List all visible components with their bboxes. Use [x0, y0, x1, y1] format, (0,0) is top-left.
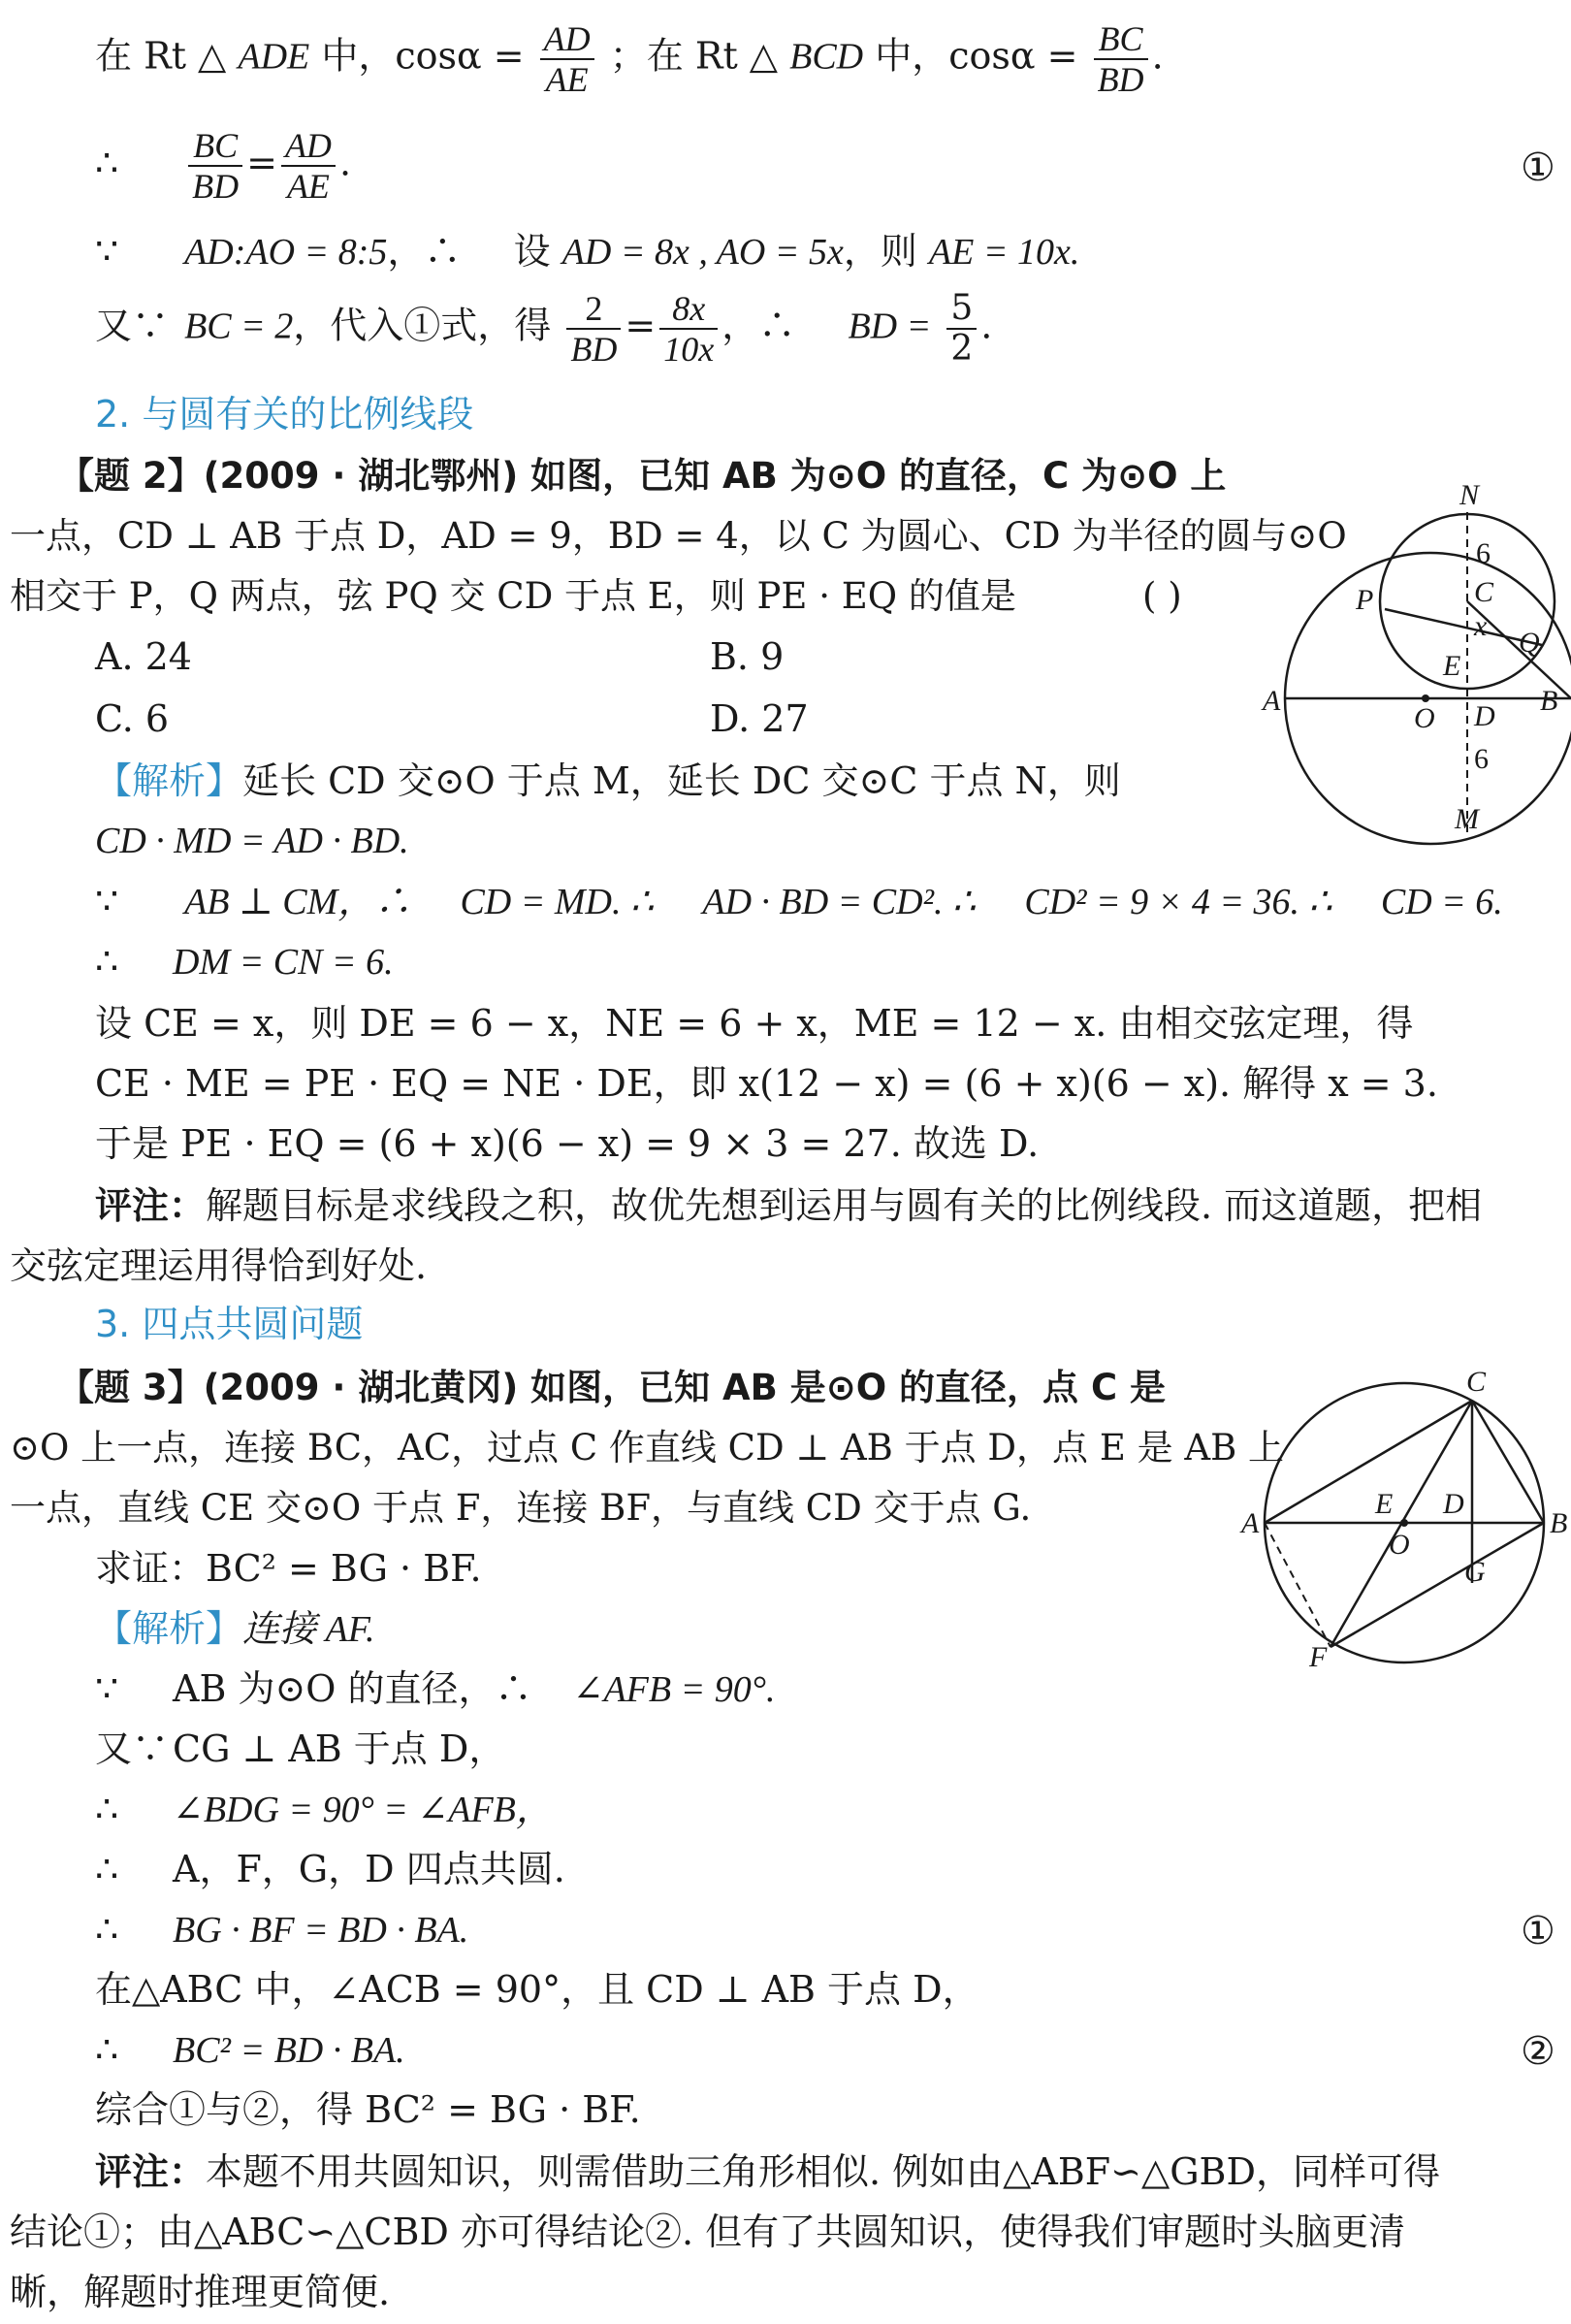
q3-line-2: ⊙O 上一点，连接 BC，AC，过点 C 作直线 CD ⊥ AB 于点 D，点 E 是 AB 上 [10, 1427, 1285, 1469]
label-d: D [1443, 1488, 1464, 1520]
label-d: D [1474, 700, 1495, 732]
text: 中，cosα = [321, 34, 525, 78]
fraction-ad-ae: $\frac{AD}{AE}$ [540, 21, 594, 97]
option-c: C. 6 [95, 697, 170, 740]
text: 中，cosα = [875, 34, 1078, 78]
label-c: C [1466, 1366, 1487, 1398]
note-tag: 评注： [95, 1184, 207, 1227]
label-o: O [1389, 1529, 1410, 1561]
solution-3-line-3: 又∵ CG ⊥ AB 于点 D， [95, 1727, 506, 1770]
line-2: ∴ $\frac{BC}{BD}$ = $\frac{AD}{AE}$ . [95, 126, 352, 206]
fraction: $\frac{5}{2}$ [946, 291, 977, 367]
line-cb [1472, 1401, 1544, 1523]
note-2-line-1: 评注：解题目标是求线段之积，故优先想到运用与圆有关的比例线段. 而这道题，把相 [95, 1184, 1483, 1227]
figure-3-diagram [1241, 1366, 1571, 1673]
solution-3-line-2: ∵ AB 为⊙O 的直径，∴ ∠AFB = 90°. [95, 1667, 776, 1710]
fraction: $\frac{2}{BD}$ [566, 291, 621, 367]
solution-tag: 【解析】 [95, 759, 243, 802]
label-m: M [1455, 803, 1479, 835]
label-b: B [1550, 1507, 1568, 1539]
solution-3-line-6: ∴ BG · BF = BD · BA. [95, 1908, 469, 1951]
text: ；在 Rt △ [609, 34, 779, 78]
therefore: ∴ [95, 141, 119, 184]
solution-3-line-4: ∴ ∠BDG = 90° = ∠AFB， [95, 1788, 553, 1830]
label-g: G [1464, 1556, 1486, 1588]
solution-2-line-1: 【解析】延长 CD 交⊙O 于点 M，延长 DC 交⊙C 于点 N，则 [95, 759, 1121, 802]
label-6: 6 [1474, 743, 1489, 775]
line-3: ∵ AD:AO = 8:5，∴ 设 AD = 8x , AO = 5x，则 AE = 10x. [95, 230, 1080, 273]
line-ac [1265, 1401, 1472, 1523]
fraction-bc-bd: $\frac{BC}{BD}$ [1094, 21, 1148, 97]
solution-tag: 【解析】 [95, 1607, 243, 1650]
line-1: 在 Rt △ ADE 中，cosα = $\frac{AD}{AE}$ ；在 Rt △ BCD 中，cosα = $\frac{BC}{BD}$ . [95, 19, 1164, 99]
note-3-line-1: 评注：本题不用共圆知识，则需借助三角形相似. 例如由△ABF∽△GBD，同样可得 [95, 2150, 1440, 2193]
solution-2-line-2: CD · MD = AD · BD. [95, 821, 409, 861]
label-e: E [1375, 1488, 1394, 1520]
solution-2-line-7: 于是 PE · EQ = (6 + x)(6 − x) = 9 × 3 = 27. 故选 D. [95, 1122, 1040, 1165]
q2-line-3: 相交于 P，Q 两点，弦 PQ 交 CD 于点 E，则 PE · EQ 的值是 [10, 575, 1016, 617]
center-o [1400, 1519, 1408, 1527]
circled-one-marker: ① [1521, 145, 1555, 190]
label-a: A [1241, 1507, 1260, 1539]
note-3-line-2: 结论①；由△ABC∽△CBD 亦可得结论②. 但有了共圆知识，使得我们审题时头脑更清 [10, 2211, 1406, 2253]
label-x: x [1474, 610, 1488, 642]
line-af [1265, 1523, 1331, 1647]
solution-3-line-9: 综合①与②，得 BC² = BG · BF. [95, 2088, 641, 2131]
note-3-line-3: 晰，解题时推理更简便. [10, 2271, 391, 2313]
text: 在 Rt △ [95, 34, 227, 78]
label-b: B [1540, 685, 1558, 717]
line-4: 又∵ BC = 2，代入①式，得 $\frac{2}{BD}$ = $\frac{8x}{10x}$ ，∴ BD = $\frac{5}{2}$ . [95, 288, 993, 369]
answer-paren: ( ) [1142, 575, 1182, 617]
figure-2-diagram [1263, 466, 1571, 854]
solution-2-line-4: ∴ DM = CN = 6. [95, 940, 394, 983]
q3-line-3: 一点，直线 CE 交⊙O 于点 F，连接 BF，与直线 CD 交于点 G. [10, 1487, 1032, 1529]
solution-3-line-1: 【解析】连接 AF. [95, 1607, 375, 1650]
solution-2-line-6: CE · ME = PE · EQ = NE · DE，即 x(12 − x) = (6 + x)(6 − x). 解得 x = 3. [95, 1062, 1438, 1105]
label-a: A [1263, 685, 1281, 717]
circled-two-marker: ② [1521, 2029, 1555, 2074]
label-p: P [1356, 584, 1374, 616]
label-e: E [1443, 650, 1461, 682]
label-6: 6 [1476, 537, 1491, 569]
label-c: C [1474, 576, 1494, 608]
label-q: Q [1519, 627, 1540, 659]
label-o: O [1414, 702, 1435, 734]
q3-line-1: 【题 3】(2009 · 湖北黄冈) 如图，已知 AB 是⊙O 的直径，点 C 是 [58, 1367, 1166, 1408]
solution-3-line-8: ∴ BC² = BD · BA. [95, 2028, 405, 2071]
fraction: $\frac{BC}{BD}$ [188, 128, 242, 204]
section-title-3: 3. 四点共圆问题 [95, 1303, 364, 1345]
label-n: N [1459, 479, 1480, 511]
solution-2-line-5: 设 CE = x，则 DE = 6 − x，NE = 6 + x，ME = 12 − x. 由相交弦定理，得 [95, 1002, 1414, 1045]
line-fb [1331, 1523, 1544, 1647]
text: ADE [238, 36, 310, 78]
q3-line-4: 求证：BC² = BG · BF. [95, 1547, 482, 1590]
solution-3-line-5: ∴ A，F，G，D 四点共圆. [95, 1848, 565, 1890]
option-d: D. 27 [710, 697, 809, 740]
label-f: F [1309, 1641, 1328, 1673]
text: BCD [789, 36, 864, 78]
circled-one-marker: ① [1521, 1909, 1555, 1953]
section-title-2: 2. 与圆有关的比例线段 [95, 393, 474, 436]
option-b: B. 9 [710, 635, 785, 678]
note-2-line-2: 交弦定理运用得恰到好处. [10, 1244, 428, 1287]
q2-line-1: 【题 2】(2009 · 湖北鄂州) 如图，已知 AB 为⊙O 的直径，C 为⊙O 上 [58, 455, 1227, 497]
note-tag: 评注： [95, 2150, 207, 2193]
center-o [1422, 694, 1429, 702]
option-a: A. 24 [95, 635, 192, 678]
solution-3-line-7: 在△ABC 中，∠ACB = 90°，且 CD ⊥ AB 于点 D， [95, 1968, 979, 2011]
fraction: $\frac{AD}{AE}$ [281, 128, 336, 204]
fraction: $\frac{8x}{10x}$ [659, 291, 718, 367]
solution-2-line-3: ∵ AB ⊥ CM，∴ CD = MD. ∴ AD · BD = CD². ∴ CD² = 9 × 4 = 36. ∴ CD = 6. [95, 880, 1503, 922]
q2-line-2: 一点，CD ⊥ AB 于点 D，AD = 9，BD = 4，以 C 为圆心、CD 为半径的圆与⊙O [10, 515, 1347, 557]
